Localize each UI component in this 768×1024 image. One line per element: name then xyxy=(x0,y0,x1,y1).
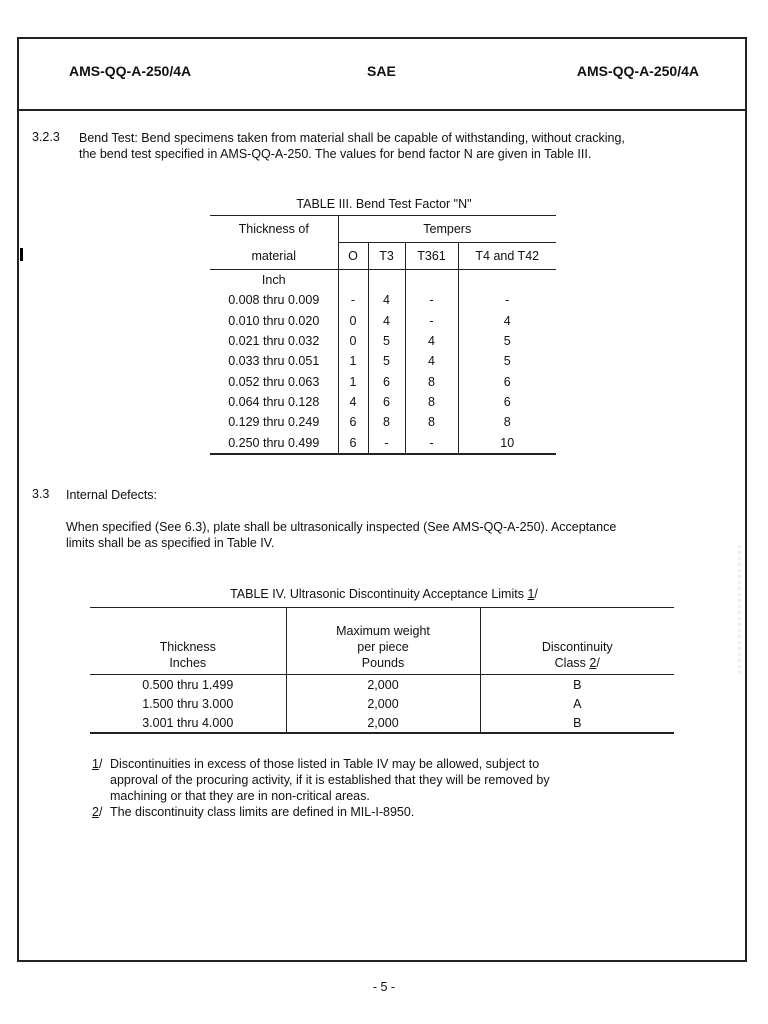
footnote-2: 2/ The discontinuity class limits are defined in MIL-I-8950. xyxy=(92,805,415,819)
table-3-temper-t3: T3 xyxy=(368,243,405,270)
table-row: 0.250 thru 0.499 6 - - 10 xyxy=(210,432,556,453)
table-4-footnote-ref: 1 xyxy=(527,587,535,601)
table-3-bend-factor xyxy=(210,215,556,455)
footnotes xyxy=(92,756,652,820)
table-4-col-class: Discontinuity Class 2/ xyxy=(480,608,674,675)
table-row: 0.021 thru 0.032 0 5 4 5 xyxy=(210,331,556,351)
footnote-1: 1/ Discontinuities in excess of those listed in Table IV may be allowed, subject to approval of the procuring activity, if it is established that they will be removed by machining or that they are in non-critical areas. xyxy=(92,757,550,803)
table-row: 0.500 thru 1.499 2,000 B xyxy=(90,675,674,695)
table-row: 0.033 thru 0.051 1 5 4 5 xyxy=(210,351,556,371)
header-doc-id-right: AMS-QQ-A-250/4A xyxy=(576,63,699,79)
table-3-unit: Inch xyxy=(261,273,286,288)
section-3-2-3-text xyxy=(79,130,739,162)
table-3-col-thickness-line2: material xyxy=(210,243,338,270)
table-4-ultrasonic-limits xyxy=(90,607,674,734)
header-doc-id-left: AMS-QQ-A-250/4A xyxy=(69,63,192,79)
section-3-2-3-line-2: the bend test specified in AMS-QQ-A-250. The values for bend factor N are given in Table III. xyxy=(79,147,592,161)
section-3-3-title: Internal Defects: xyxy=(66,488,158,502)
table-4-title: TABLE IV. Ultrasonic Discontinuity Acceptance Limits 1/ xyxy=(230,587,538,601)
section-3-3-line-2: limits shall be as specified in Table IV. xyxy=(66,536,275,550)
table-row: 1.500 thru 3.000 2,000 A xyxy=(90,694,674,713)
table-row: 0.010 thru 0.020 0 4 - 4 xyxy=(210,311,556,331)
table-row: 0.129 thru 0.249 6 8 8 8 xyxy=(210,412,556,432)
table-3-tempers-header: Tempers xyxy=(338,216,556,243)
table-3-temper-t361: T361 xyxy=(405,243,458,270)
section-3-2-3-line-1: Bend Test: Bend specimens taken from material shall be capable of withstanding, without cracking, xyxy=(79,131,625,145)
section-number-3-2-3: 3.2.3 xyxy=(32,130,60,144)
header-publisher: SAE xyxy=(367,63,396,79)
revision-change-bar xyxy=(20,248,23,261)
table-row: 0.008 thru 0.009 - 4 - - xyxy=(210,290,556,310)
page-header xyxy=(19,39,745,111)
table-3-temper-t4-t42: T4 and T42 xyxy=(458,243,556,270)
table-row: 3.001 thru 4.000 2,000 B xyxy=(90,713,674,733)
table-3-title: TABLE III. Bend Test Factor "N" xyxy=(296,197,472,211)
table-4-col-thickness: Thickness Inches xyxy=(90,608,286,675)
table-row: 0.064 thru 0.128 4 6 8 6 xyxy=(210,392,556,412)
section-number-3-3: 3.3 xyxy=(32,487,50,501)
section-3-3-line-1: When specified (See 6.3), plate shall be ultrasonically inspected (See AMS-QQ-A-250). Acceptance xyxy=(66,520,617,534)
section-3-3-text xyxy=(66,519,736,551)
table-4-col-weight: Maximum weight per piece Pounds xyxy=(286,608,480,675)
scan-edge-mark xyxy=(738,545,741,675)
table-row: 0.052 thru 0.063 1 6 8 6 xyxy=(210,371,556,391)
table-3-col-thickness-line1: Thickness of xyxy=(210,216,338,243)
table-3-temper-o: O xyxy=(338,243,368,270)
page-number: - 5 - xyxy=(372,980,396,994)
